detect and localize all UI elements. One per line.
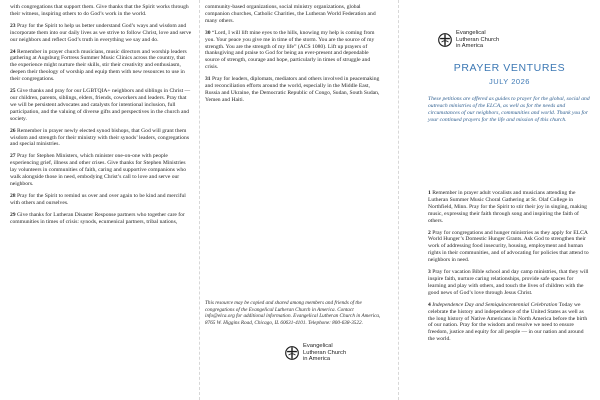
petition-number: 25 <box>10 88 16 95</box>
petition-text: Pray for leaders, diplomats, mediators and others involved in peacemaking and reconciliation efforts around the world, especially in the Middle East, Russia and Ukraine, the Democratic Republic of Congo, Sudan, South Sudan, Yemen and Haiti. <box>205 76 380 103</box>
petition-25 <box>10 88 193 123</box>
petition-27 <box>10 153 193 188</box>
logo-line-2: Lutheran Church <box>303 349 347 356</box>
petition-23 <box>10 23 193 44</box>
petition-text: Pray for the Spirit to help us better understand God’s ways and wisdom and incorporate them into our daily lives as we strive to follow Christ, love and serve our neighbors and reflect God’s truth in everything we say and do. <box>10 22 192 43</box>
fold-line <box>398 0 399 400</box>
elca-logo-bottom <box>285 343 346 363</box>
logo-line-1: Evangelical <box>303 343 333 349</box>
continued-paragraph: with congregations that support them. Give thanks that the Spirit works through their witness, inspiring others to do God’s work in the world. <box>10 4 189 17</box>
petition-text: Pray for the Spirit to remind us over and over again to be kind and merciful with others and ourselves. <box>10 192 186 206</box>
petition-text: Give thanks for Lutheran Disaster Response partners who together care for communities in times of crisis: synods, ecumenical partners, tribal nations, <box>10 211 185 225</box>
petition-number: 4 <box>428 301 431 308</box>
petition-3 <box>428 269 591 297</box>
petition-1 <box>428 190 591 225</box>
petition-26 <box>10 128 193 149</box>
column-middle <box>205 4 383 109</box>
petition-2 <box>428 230 591 265</box>
petition-text: Give thanks and pray for our LGBTQIA+ neighbors and siblings in Christ — our children, parents, siblings, elders, friends, coworkers and leaders. Pray that we will be persistent advocates and catalysts for intentional inclusion, full participation, and the valuing of diverse gifts and perspectives in the church and society. <box>10 88 191 122</box>
issue-date: JULY 2026 <box>489 77 530 86</box>
petition-number: 31 <box>205 76 211 83</box>
petition-text: Pray for Stephen Ministers, which minister one-on-one with people experiencing grief, illness and other crises. Give thanks for Stephen Ministries lay volunteers in communities of faith, caring and supportive companions who walk alongside those in need, embodying Christ’s call to love and serve our neighbors. <box>10 153 187 187</box>
petition-text: “Lord, I will lift mine eyes to the hills, knowing my help is coming from you. Your peace you give me in time of the storm. You are the source of my strength. You are the strength of my life” (ACS 1080). Lift up prayers of thanksgiving and praise to God for being an ever-present and dependable source of strength, courage and hope, particularly in times of struggle and crisis. <box>205 29 375 71</box>
petition-number: 28 <box>10 192 16 199</box>
petition-label: Independence Day and Semiquincentennial Celebration <box>432 301 558 308</box>
petition-number: 1 <box>428 190 431 196</box>
elca-logo-top <box>438 30 499 50</box>
petition-number: 29 <box>10 211 16 218</box>
petition-number: 27 <box>10 153 16 160</box>
copyright-notice: This resource may be copied and shared among members and friends of the congregations of the Evangelical Lutheran Church in America. Contact info@elca.org for additional information. Evangelical Lutheran Church in America, 8765 W. Higgins Road, Chicago, IL 60631-4101. Telephone: 800-638-3522. <box>205 300 381 326</box>
petition-31 <box>205 76 383 104</box>
logo-line-2: Lutheran Church <box>456 36 500 43</box>
petition-text: Today we celebrate the history and independence of the United States as well as the long history of Native Americans in North America before the birth of our nation. Pray for the wisdom and resolve we need to ensure freedom, justice and equity for all people — in our nation and around the world. <box>428 301 588 343</box>
petition-text: Remember in prayer adult vocalists and musicians attending the Lutheran Summer Music Choral Gathering at St. Olaf College in Northfield, Minn. Pray for the Spirit to stir their joy in singing, making music, expressing their faith through song and inspiring the faith of others. <box>428 190 587 224</box>
petition-text: Pray for vacation Bible school and day camp ministries, that they will inspire faith, nurture caring relationships, provide safe spaces for learning and play with others, and touch the lives of children with the good news of God’s love through Jesus Christ. <box>428 269 589 296</box>
cross-logo-icon <box>438 33 452 47</box>
petition-number: 26 <box>10 127 16 134</box>
petition-text: Remember in prayer church musicians, music directors and worship leaders gathering at Augsburg Fortress Summer Music Clinics across the country, that the experience might nurture their skills, stir their creativity and enthusiasm, deepen their theology of worship and equip them with new resources to use in their congregations. <box>10 48 187 83</box>
logo-line-1: Evangelical <box>456 30 486 36</box>
petition-number: 23 <box>10 22 16 29</box>
intro-paragraph: These petitions are offered as guides to prayer for the global, social and outreach ministries of the ELCA, as well as for the needs and circumstances of our neighbors, communities and world. Thank you for your continued prayers for the life and mission of this church. <box>428 96 590 123</box>
petition-number: 30 <box>205 29 211 36</box>
logo-wordmark <box>456 30 499 50</box>
petition-text: Pray for congregations and hunger ministries as they apply for ELCA World Hunger’s Domestic Hunger Grants. Ask God to strengthen their work of addressing food insecurity, housing, employment and human rights in their communities, and of advocating for policies that attend to neighbors in need. <box>428 229 589 264</box>
petition-number: 24 <box>10 48 16 55</box>
petition-number: 2 <box>428 229 431 236</box>
logo-line-3: in America <box>456 43 484 50</box>
title-block <box>428 62 591 86</box>
petition-24 <box>10 49 193 84</box>
petition-30 <box>205 30 383 71</box>
petition-text: Remember in prayer newly elected synod bishops, that God will grant them wisdom and strength for their ministry with their synods’ leaders, congregations and special ministries. <box>10 127 190 148</box>
petition-4 <box>428 302 591 343</box>
petition-28 <box>10 193 193 207</box>
column-right <box>428 190 591 348</box>
cross-logo-icon <box>285 346 299 360</box>
continued-paragraph: community-based organizations, social ministry organizations, global companion churches, Catholic Charities, the Lutheran World Federation and many others. <box>205 4 376 24</box>
petition-number: 3 <box>428 269 431 276</box>
logo-wordmark <box>303 343 346 363</box>
column-left <box>10 4 193 230</box>
page-title: PRAYER VENTURES <box>453 62 566 74</box>
logo-line-3: in America <box>303 356 331 363</box>
petition-29 <box>10 212 193 226</box>
fold-line <box>199 0 200 400</box>
